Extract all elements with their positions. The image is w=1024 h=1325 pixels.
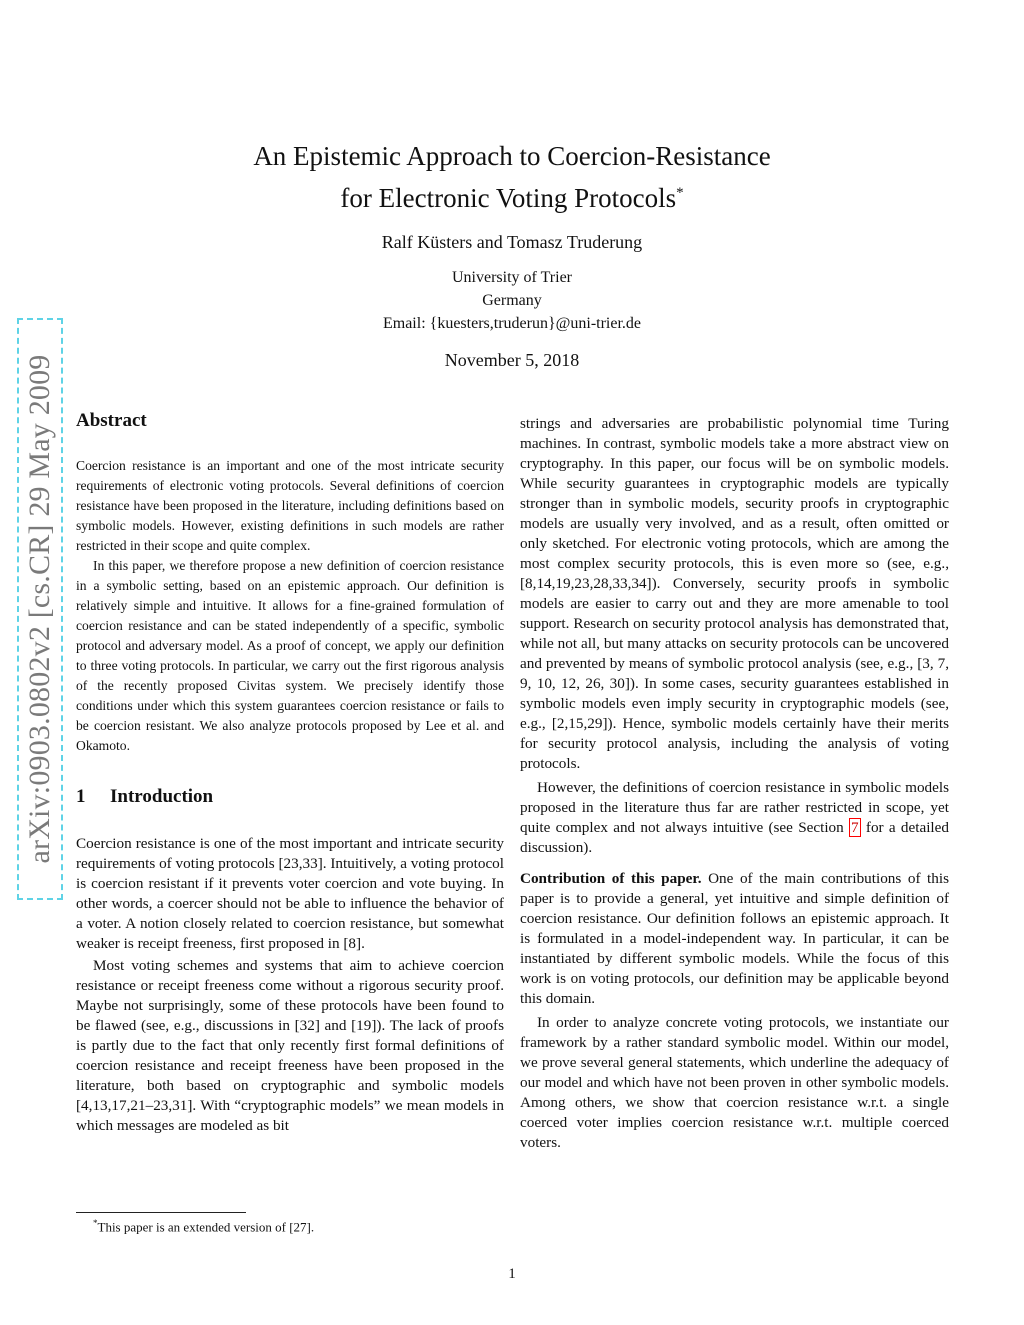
section-reference-link[interactable]: 7 — [851, 819, 859, 836]
section-heading-introduction — [76, 786, 504, 808]
abstract-paragraph: Coercion resistance is an important and one of the most intricate security requirements of electronic voting protocols. Several definitions of coercion resistance have been proposed in the literature, including definitions based on symbolic models. However, existing definitions in such models are rather restricted in their scope and quite complex. — [76, 458, 504, 553]
footnote — [76, 1218, 504, 1235]
section-number: 1 — [76, 786, 86, 807]
paper-title — [0, 138, 1024, 217]
abstract-heading: Abstract — [76, 410, 147, 431]
page-number: 1 — [508, 1266, 516, 1282]
arxiv-identifier: arXiv:0903.0802v2 [cs.CR] 29 May 2009 — [23, 354, 56, 864]
country: Germany — [482, 292, 542, 309]
authors: Ralf Küsters and Tomasz Truderung — [381, 232, 643, 252]
right-column — [520, 414, 949, 1153]
left-column — [76, 410, 504, 1136]
body-paragraph: Coercion resistance is one of the most important and intricate security requirements of voting protocols [23,33]. Intuitively, a voting protocol is coercion resistant if it prevents voter coercion and vote buying. In other words, a coercer should not be able to influence the behavior of a voter. A notion closely related to coercion resistance, but somewhat weaker is receipt freeness, first proposed in [8]. — [76, 835, 504, 952]
arxiv-stamp — [17, 318, 63, 900]
body-paragraph: Most voting schemes and systems that aim to achieve coercion resistance or receipt freeness come without a rigorous security proof. Maybe not surprisingly, some of these protocols have been found to be flawed (see, e.g., discussions in [32] and [19]). The lack of proofs is partly due to the fact that only recently first formal definitions of coercion resistance and receipt freeness have been proposed in the literature, both based on cryptographic and symbolic models [4,13,17,21–23,31]. With “cryptographic models” we mean models in which messages are modeled as bit — [76, 957, 504, 1134]
date: November 5, 2018 — [444, 350, 580, 370]
introduction-body — [76, 834, 504, 1136]
body-paragraph — [520, 778, 949, 858]
footnote-text: This paper is an extended version of [27]. — [97, 1219, 315, 1235]
body-paragraph: In order to analyze concrete voting protocols, we instantiate our framework by a rather standard symbolic model. Within our model, we prove several general statements, which underline the adequacy of our model and which have not been proven in other symbolic models. Among others, we show that coercion resistance w.r.t. a single coerced voter implies coercion resistance w.r.t. multiple coerced voters. — [520, 1014, 949, 1151]
title-line-2 — [0, 175, 1024, 217]
footnote-marker: * — [93, 1218, 98, 1228]
section-title: Introduction — [110, 786, 214, 807]
paragraph-text: One of the main contributions of this paper is to provide a general, yet intuitive and simple definition of coercion resistance. Our definition follows an epistemic approach. It is formulated in a model-independent way. In particular, it can be instantiated by different symbolic models. While the focus of this work is on voting protocols, our definition may be applicable beyond this domain. — [520, 870, 949, 1007]
paragraph-text: However, the definitions of coercion resistance in symbolic models proposed in the literature thus far are rather restricted in scope, yet quite complex and not always intuitive (see Section — [520, 779, 949, 836]
title-line-2-text: for Electronic Voting Protocols — [340, 183, 677, 213]
title-footnote-marker: * — [676, 185, 684, 201]
abstract-paragraph: In this paper, we therefore propose a new definition of coercion resistance in a symbolic setting, based on an epistemic approach. Our definition is relatively simple and intuitive. It allows for a fine-grained formulation of coercion resistance and can be stated independently of a specific, symbolic protocol and adversary model. As a proof of concept, we apply our definition to three voting protocols. In particular, we carry out the first rigorous analysis of the recently proposed Civitas system. We precisely identify those conditions under which this system guarantees coercion resistance or fails to be coercion resistant. We also analyze protocols proposed by Lee et al. and Okamoto. — [76, 558, 504, 753]
contribution-paragraph — [520, 869, 949, 1009]
title-line-1: An Epistemic Approach to Coercion-Resistance — [253, 141, 771, 171]
email: Email: {kuesters,truderun}@uni-trier.de — [382, 315, 642, 332]
affiliation — [0, 266, 1024, 335]
body-paragraph: strings and adversaries are probabilistic polynomial time Turing machines. In contrast, symbolic models take a more abstract view on cryptography. In this paper, our focus will be on symbolic models. While security guarantees in cryptographic models are typically stronger than in symbolic models, security proofs in cryptographic models are usually very involved, and as a result, often omitted or only sketched. For electronic voting protocols, which are among the most complex security protocols, this is even more so (see, e.g., [8,14,19,23,28,33,34]). Conversely, security proofs in symbolic models are easier to carry out and they are more amenable to tool support. Research on security protocol analysis has demonstrated that, while not all, but many attacks on security protocols can be uncovered and prevented by means of symbolic protocol analysis (see, e.g., [3, 7, 9, 10, 12, 26, 30]). In some cases, security guarantees established in symbolic models even imply security in cryptographic models (see, e.g., [2,15,29]). Hence, symbolic models certainly have their merits for security protocol analysis, including the analysis of voting protocols. — [520, 415, 949, 772]
paragraph-heading: Contribution of this paper. — [520, 870, 702, 887]
paragraph-text: for a detailed discussion). — [520, 819, 949, 856]
institution: University of Trier — [452, 269, 572, 286]
footnote-divider — [76, 1212, 246, 1213]
abstract — [76, 410, 504, 756]
